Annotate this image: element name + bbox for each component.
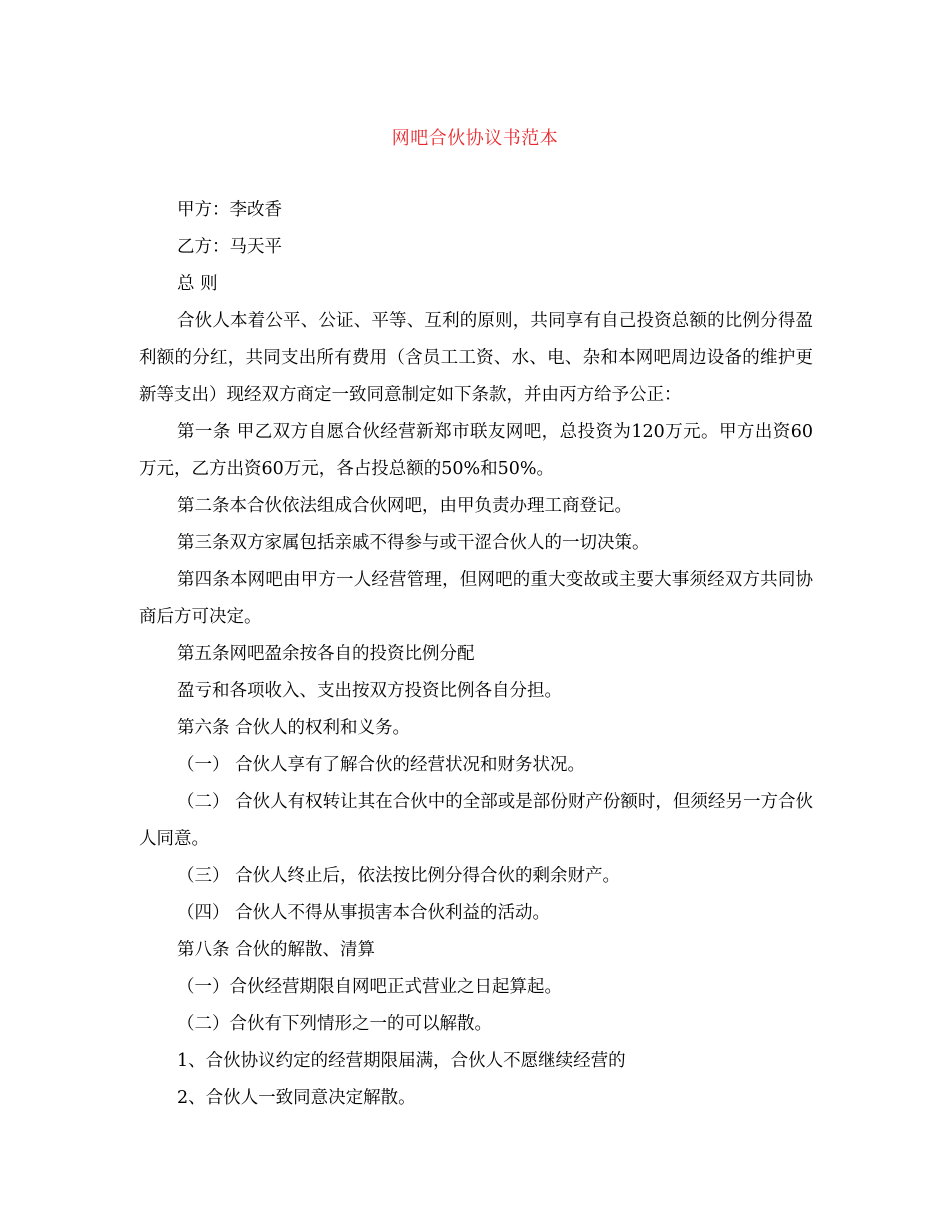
section-general-heading: 总 则 (177, 274, 218, 294)
article-6-item-4: （四） 合伙人不得从事损害本合伙利益的活动。 (177, 903, 551, 923)
article-6-item-1: （一） 合伙人享有了解合伙的经营状况和财务状况。 (177, 755, 586, 775)
article-8-item-1: （一）合伙经营期限自网吧正式营业之日起算起。 (177, 977, 562, 997)
general-principles-paragraph: 合伙人本着公平、公证、平等、互利的原则，共同享有自己投资总额的比例分得盈利额的分红，共同支出所有费用（含员工工资、水、电、杂和本网吧周边设备的维护更新等支出）现经双方商定一致同意制定如下条款，并由丙方给予公正： (139, 311, 813, 405)
article-2: 第二条本合伙依法组成合伙网吧，由甲负责办理工商登记。 (177, 496, 632, 516)
party-b: 乙方：马天平 (177, 237, 282, 257)
article-6-item-3: （三） 合伙人终止后，依法按比例分得合伙的剩余财产。 (177, 866, 621, 886)
article-6-item-2: （二） 合伙人有权转让其在合伙中的全部或是部份财产份额时，但须经另一方合伙人同意。 (139, 792, 813, 849)
document-body (139, 192, 813, 1117)
document-title: 网吧合伙协议书范本 (391, 128, 559, 149)
party-a: 甲方：李改香 (177, 200, 282, 220)
article-3: 第三条双方家属包括亲戚不得参与或干涩合伙人的一切决策。 (177, 533, 650, 553)
article-5-detail: 盈亏和各项收入、支出按双方投资比例各自分担。 (177, 681, 562, 701)
dissolution-case-1: 1、合伙协议约定的经营期限届满，合伙人不愿继续经营的 (177, 1051, 626, 1071)
article-6: 第六条 合伙人的权利和义务。 (177, 718, 411, 738)
article-5: 第五条网吧盈余按各自的投资比例分配 (177, 644, 475, 664)
article-4: 第四条本网吧由甲方一人经营管理，但网吧的重大变故或主要大事须经双方共同协商后方可决定。 (139, 570, 813, 627)
dissolution-case-2: 2、合伙人一致同意决定解散。 (177, 1088, 416, 1108)
article-8: 第八条 合伙的解散、清算 (177, 940, 376, 960)
article-1: 第一条 甲乙双方自愿合伙经营新郑市联友网吧，总投资为120万元。甲方出资60万元，乙方出资60万元，各占投总额的50%和50%。 (139, 422, 813, 479)
article-8-item-2: （二）合伙有下列情形之一的可以解散。 (177, 1014, 492, 1034)
